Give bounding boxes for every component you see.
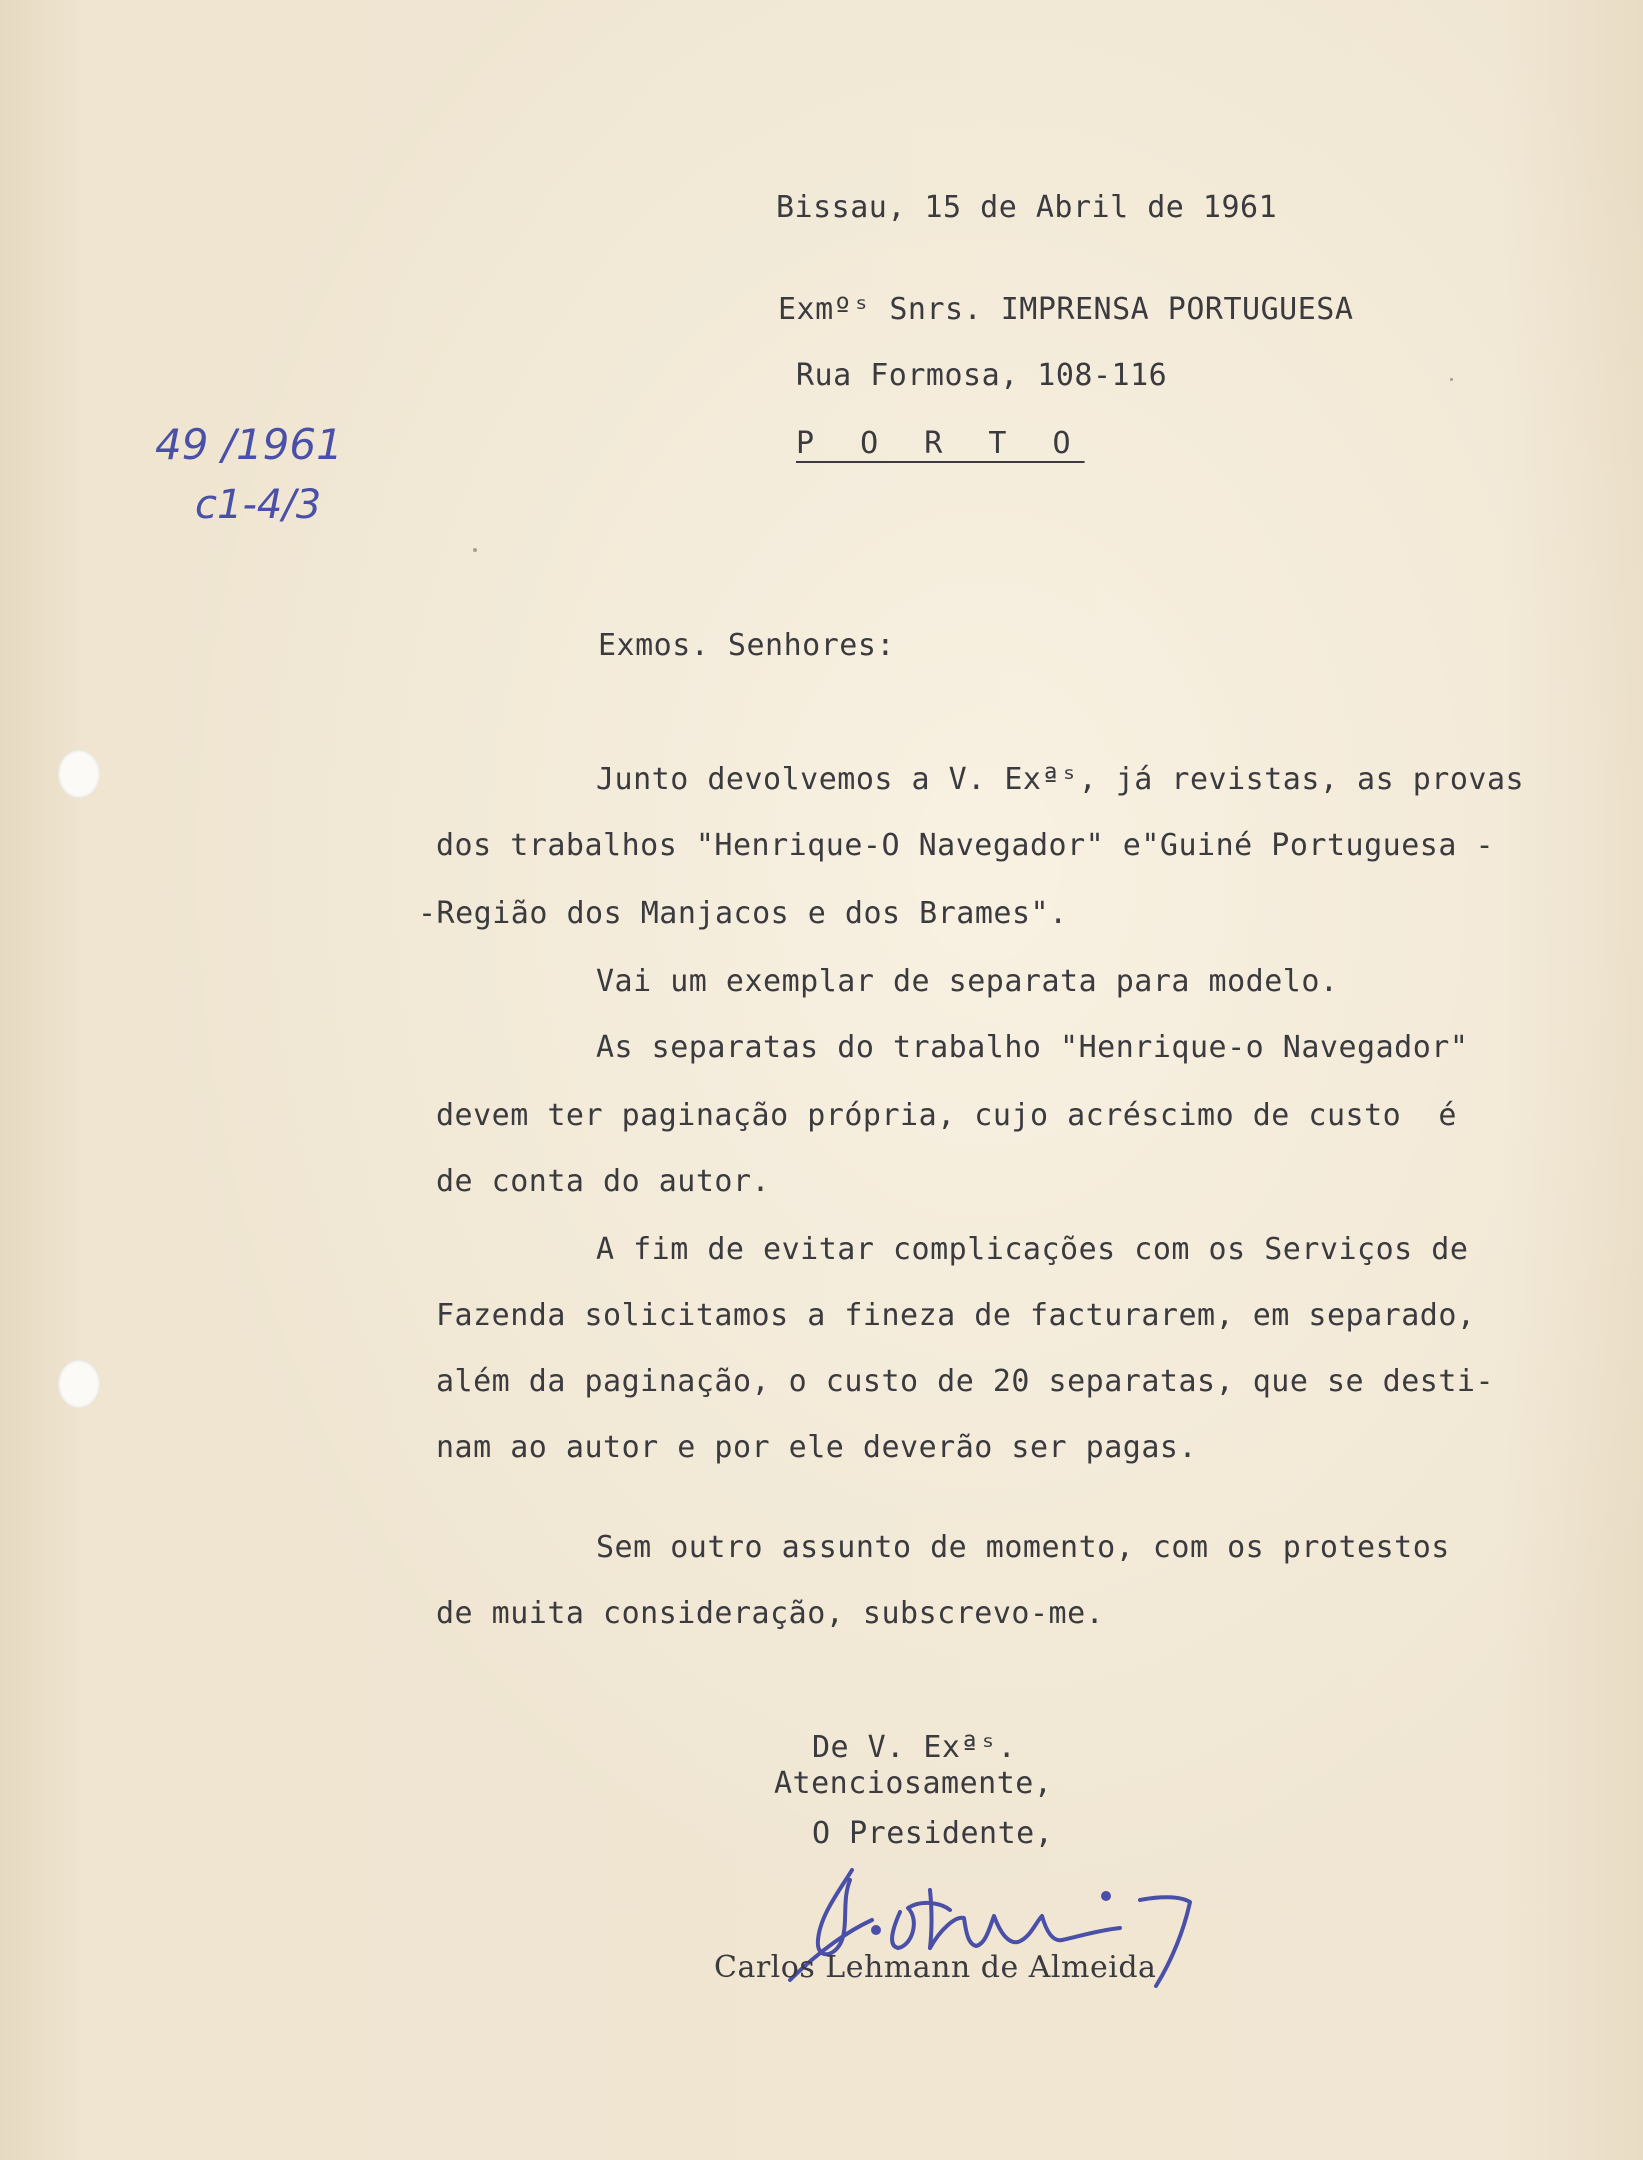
body-line: dos trabalhos "Henrique-O Navegador" e"Guiné Portuguesa - — [436, 828, 1495, 863]
recipient-name: Exmºˢ Snrs. IMPRENSA PORTUGUESA — [778, 292, 1354, 327]
body-line: devem ter paginação própria, cujo acréscimo de custo é — [436, 1098, 1457, 1133]
paper-speck — [473, 548, 477, 552]
body-line: de muita consideração, subscrevo-me. — [436, 1596, 1105, 1631]
body-line: As separatas do trabalho "Henrique-o Navegador" — [596, 1030, 1469, 1065]
recipient-city: P O R T O — [796, 426, 1085, 461]
body-line: Junto devolvemos a V. Exªˢ, já revistas, as provas — [596, 762, 1525, 797]
margin-note-reference: 49 /1961 — [155, 420, 343, 469]
closing-regards: Atenciosamente, — [774, 1766, 1053, 1801]
closing-title: O Presidente, — [812, 1816, 1054, 1851]
body-line: -Região dos Manjacos e dos Brames". — [418, 896, 1068, 931]
body-line: além da paginação, o custo de 20 separatas, que se desti- — [436, 1364, 1495, 1399]
paper-speck — [1450, 378, 1453, 381]
signatory-name: Carlos Lehmann de Almeida — [714, 1950, 1157, 1985]
body-line: Fazenda solicitamos a fineza de facturarem, em separado, — [436, 1298, 1476, 1333]
body-line: Sem outro assunto de momento, com os protestos — [596, 1530, 1450, 1565]
punch-hole-top — [58, 750, 100, 798]
closing-courtesy: De V. Exªˢ. — [812, 1730, 1017, 1765]
salutation: Exmos. Senhores: — [598, 628, 895, 663]
body-line: A fim de evitar complicações com os Serviços de — [596, 1232, 1469, 1267]
date-line: Bissau, 15 de Abril de 1961 — [776, 190, 1278, 225]
body-line: Vai um exemplar de separata para modelo. — [596, 964, 1339, 999]
punch-hole-bottom — [58, 1360, 100, 1408]
margin-note-code: c1-4/3 — [195, 482, 322, 528]
recipient-street: Rua Formosa, 108-116 — [796, 358, 1168, 393]
body-line: nam ao autor e por ele deverão ser pagas. — [436, 1430, 1198, 1465]
body-line: de conta do autor. — [436, 1164, 771, 1199]
